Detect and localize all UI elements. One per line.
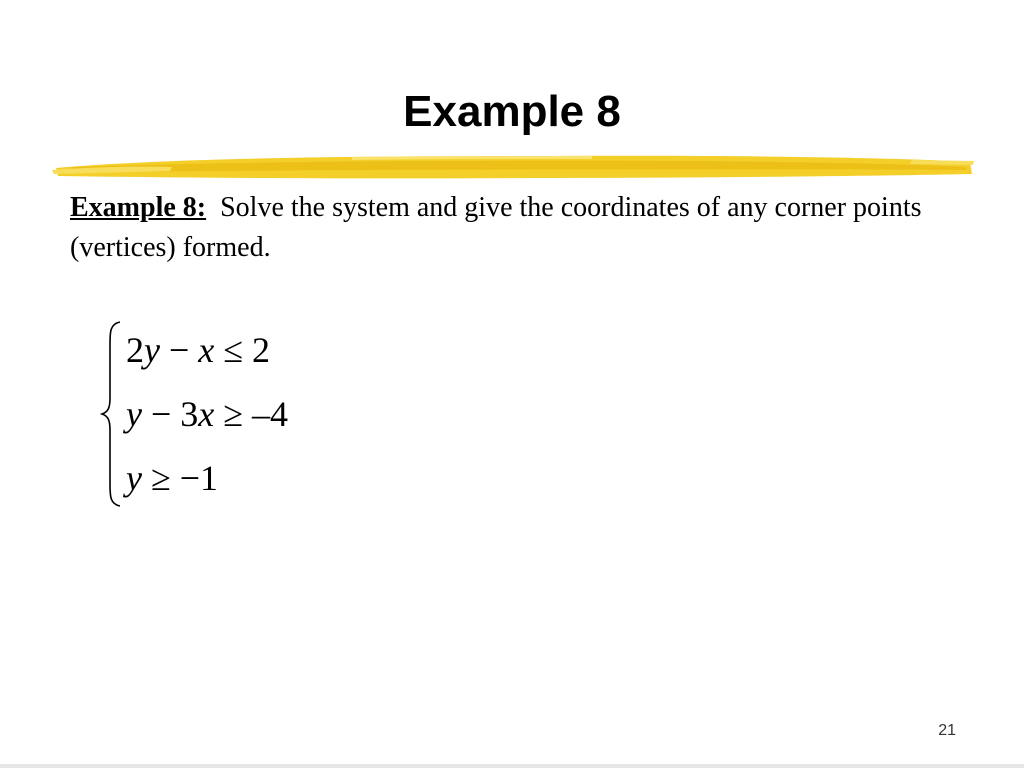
inequality-system: [100, 320, 400, 510]
inequality-3: y ≥ −1: [126, 458, 219, 498]
example-label: Example 8:: [70, 192, 207, 223]
problem-statement: [70, 188, 950, 268]
slide-title: Example 8: [403, 87, 621, 136]
problem-text: Solve the system and give the coordinates of any corner points (vertices) formed.: [70, 192, 922, 263]
inequality-1: 2y − x ≤ 2: [126, 330, 271, 370]
footer-divider: [0, 764, 1024, 768]
left-brace-icon: [100, 320, 124, 508]
inequality-2: y − 3x ≥ –4: [126, 394, 289, 434]
page-number: 21: [938, 722, 956, 739]
yellow-highlighter-stroke: [52, 148, 974, 184]
